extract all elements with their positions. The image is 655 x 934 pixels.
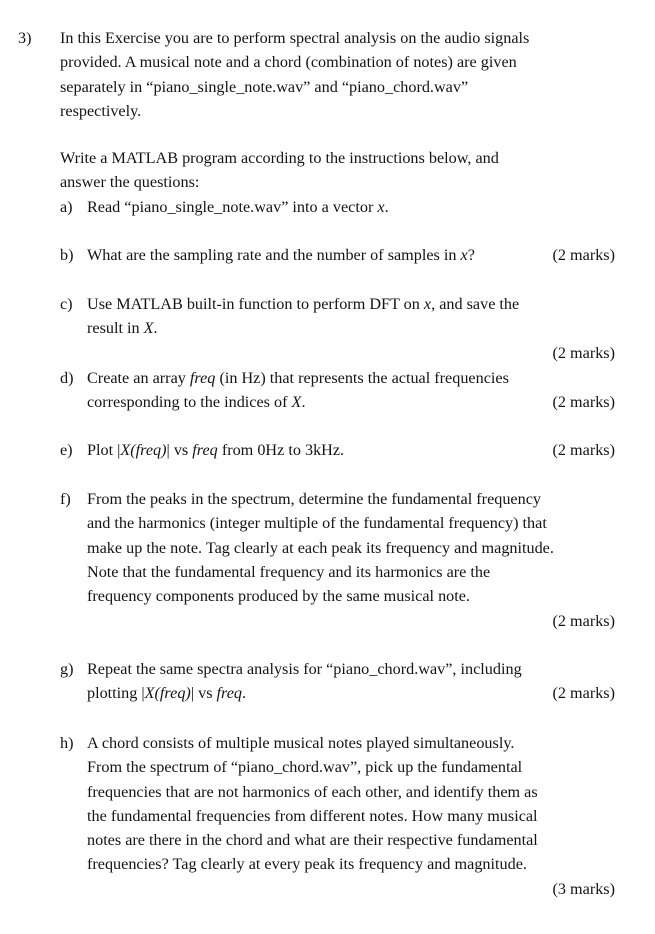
question-intro	[60, 26, 620, 123]
math-var: x	[423, 295, 432, 313]
math-var: X(freq)	[120, 441, 167, 459]
instruction-line: answer the questions:	[60, 173, 200, 192]
math-var: X	[291, 393, 302, 412]
question-number: 3)	[18, 29, 32, 47]
part-text	[87, 366, 620, 415]
text-run: Plot |	[87, 441, 121, 459]
part-letter: c)	[60, 295, 73, 313]
intro-line: respectively.	[60, 101, 142, 120]
text-line: Repeat the same spectra analysis for “piano_chord.wav”, including	[87, 660, 522, 678]
part-letter: b)	[60, 246, 74, 264]
text-run: , and save the	[431, 295, 520, 313]
text-run: .	[384, 198, 389, 216]
math-var: x	[377, 198, 385, 216]
marks-label: (3 marks)	[552, 880, 615, 898]
text-run: result in	[87, 319, 144, 338]
part-text	[87, 195, 620, 219]
text-line: the fundamental frequencies from different notes. How many musical	[87, 806, 538, 825]
part-letter: a)	[60, 198, 73, 216]
part-text	[87, 731, 620, 877]
part-text	[87, 487, 620, 608]
text-line: frequencies that are not harmonics of each other, and identify them as	[87, 782, 538, 801]
text-line: make up the note. Tag clearly at each peak its frequency and magnitude.	[87, 538, 554, 557]
math-var: X(freq)	[144, 684, 191, 703]
text-run: corresponding to the indices of	[87, 393, 292, 412]
text-run: .	[153, 319, 158, 338]
text-run: ?	[467, 246, 475, 264]
text-line: From the spectrum of “piano_chord.wav”, pick up the fundamental	[87, 758, 523, 777]
marks-label: (2 marks)	[552, 246, 615, 264]
text-run: .	[242, 684, 247, 703]
intro-line: provided. A musical note and a chord (combination of notes) are given	[60, 53, 517, 72]
text-run: from 0Hz to 3kHz.	[217, 441, 345, 459]
instructions	[60, 146, 620, 195]
intro-line: separately in “piano_single_note.wav” and “piano_chord.wav”	[60, 77, 469, 96]
math-var: freq	[192, 441, 218, 459]
instruction-line: Write a MATLAB program according to the instructions below, and	[60, 149, 499, 167]
text-line: From the peaks in the spectrum, determine the fundamental frequency	[87, 490, 541, 508]
text-run: Create an array	[87, 369, 190, 387]
text-line: and the harmonics (integer multiple of the fundamental frequency) that	[87, 514, 547, 533]
marks-label: (2 marks)	[552, 393, 615, 411]
math-var: freq	[189, 369, 216, 387]
math-var: freq	[216, 684, 243, 703]
text-run: Use MATLAB built-in function to perform DFT on	[87, 295, 424, 313]
text-line: frequency components produced by the same musical note.	[87, 587, 470, 606]
text-run: .	[301, 393, 306, 412]
part-letter: h)	[60, 734, 74, 752]
text-run: | vs	[166, 441, 193, 459]
math-var: x	[460, 246, 468, 264]
marks-label: (2 marks)	[552, 684, 615, 702]
text-line: notes are there in the chord and what are their respective fundamental	[87, 831, 538, 850]
text-run: (in Hz) that represents the actual frequencies	[215, 369, 509, 387]
text-line: Note that the fundamental frequency and its harmonics are the	[87, 562, 491, 581]
text-line: frequencies? Tag clearly at every peak its frequency and magnitude.	[87, 855, 527, 874]
text-run: Read “piano_single_note.wav” into a vector	[87, 198, 378, 216]
part-text	[87, 657, 620, 706]
marks-label: (2 marks)	[552, 612, 615, 630]
marks-label: (2 marks)	[552, 344, 615, 362]
text-run: plotting |	[87, 684, 145, 703]
part-text	[87, 243, 620, 267]
text-line: A chord consists of multiple musical notes played simultaneously.	[87, 734, 515, 752]
part-text	[87, 438, 620, 462]
part-text	[87, 292, 620, 341]
text-run: What are the sampling rate and the number of samples in	[87, 246, 461, 264]
marks-label: (2 marks)	[552, 441, 615, 459]
part-letter: e)	[60, 441, 73, 459]
part-letter: f)	[60, 490, 71, 508]
text-run: | vs	[190, 684, 217, 703]
part-letter: g)	[60, 660, 74, 678]
math-var: X	[143, 319, 154, 338]
part-letter: d)	[60, 369, 74, 387]
intro-line: In this Exercise you are to perform spectral analysis on the audio signals	[60, 29, 530, 47]
